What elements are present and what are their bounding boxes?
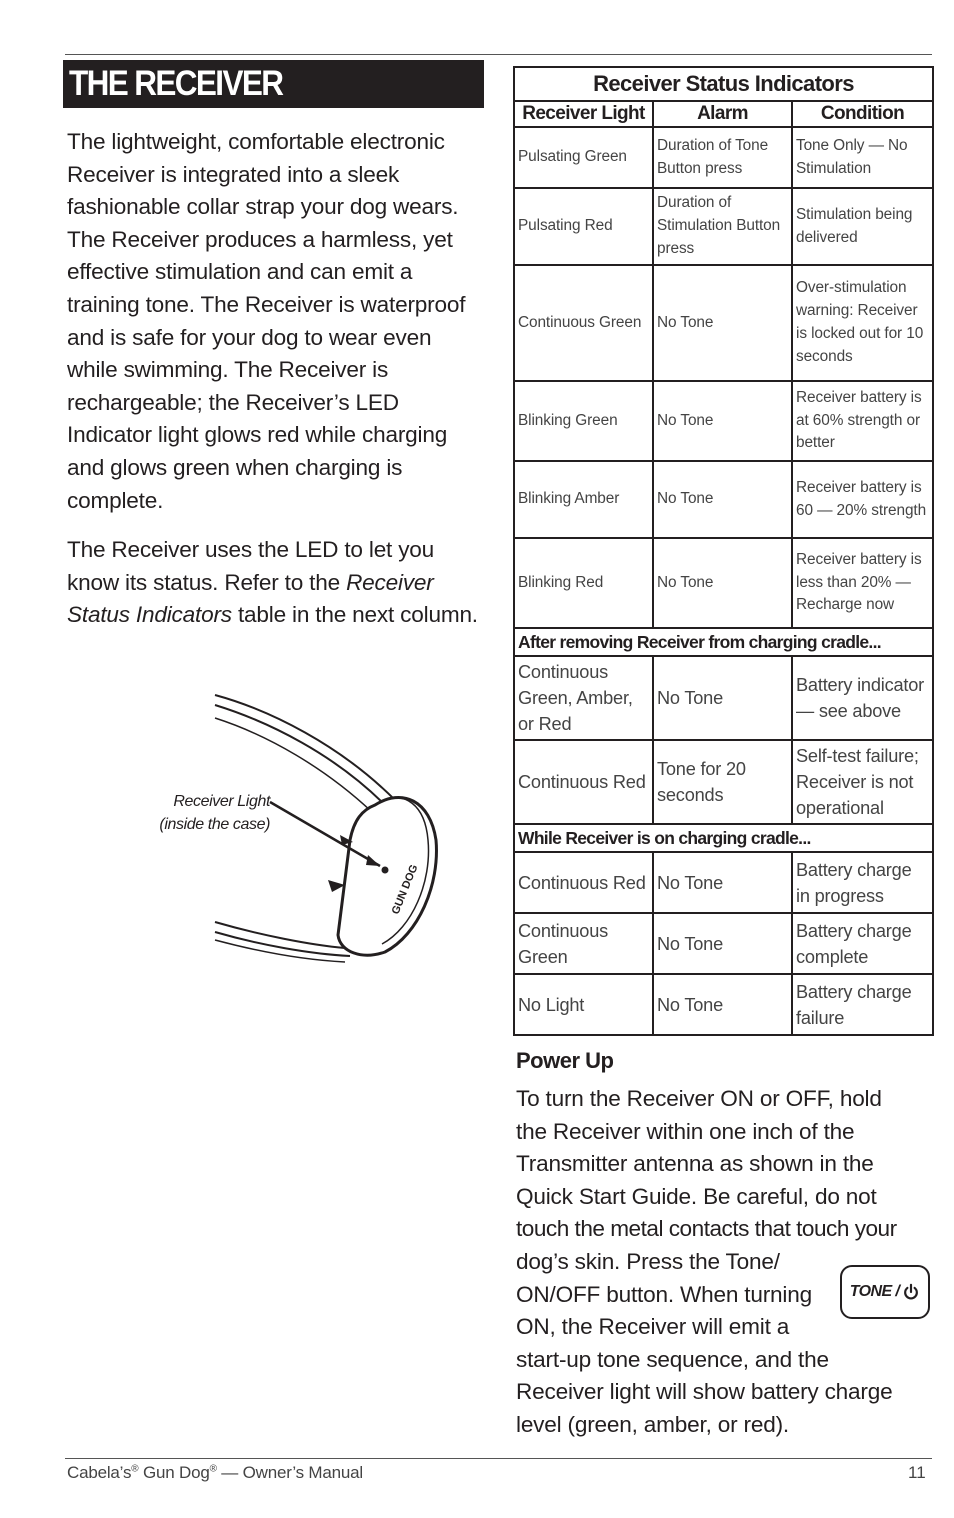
top-rule [65,54,932,55]
cell-condition: Tone Only — No Stimulation [792,127,933,188]
cell-alarm: No Tone [653,852,792,913]
section-title-bar [63,60,484,108]
footer-brand: Cabela’s [67,1463,132,1482]
page-title: THE RECEIVER [69,64,283,103]
cell-light: Blinking Amber [514,461,653,538]
power-up-line: Transmitter antenna as shown in the [516,1151,874,1177]
cell-condition: Battery charge failure [792,974,933,1035]
table-row [514,538,933,628]
header-receiver-light: Receiver Light [514,101,653,127]
cell-alarm: No Tone [653,656,792,740]
cell-condition: Stimulation being delivered [792,188,933,265]
footer-product: Gun Dog [138,1463,210,1482]
footer-reg-mark: ® [209,1463,217,1475]
table-caption: Receiver Status Indicators [514,67,933,101]
table-row [514,852,933,913]
section-on-cradle: While Receiver is on charging cradle... [514,824,933,852]
receiver-light-label [140,790,270,836]
receiver-light-label-line1: Receiver Light [173,793,270,810]
cell-alarm: No Tone [653,538,792,628]
footer-manual-title [67,1463,363,1483]
power-up-line: level (green, amber, or red). [516,1411,789,1437]
power-up-line: To turn the Receiver ON or OFF, hold [516,1086,882,1111]
cell-condition: Battery charge in progress [792,852,933,913]
cell-light: Blinking Green [514,381,653,461]
cell-alarm: Tone for 20 seconds [653,740,792,824]
cell-condition: Receiver battery is 60 — 20% strength [792,461,933,538]
tone-button-label: TONE / [849,1283,900,1300]
status-paragraph-before: The Receiver uses the LED to let you know its status. Refer to the [67,537,435,595]
cell-condition: Battery indicator — see above [792,656,933,740]
cell-alarm: No Tone [653,265,792,381]
bottom-rule [65,1458,932,1459]
power-up-line: Receiver light will show battery charge [516,1379,893,1405]
status-paragraph [67,534,479,632]
table-row [514,188,933,265]
table-row [514,461,933,538]
table-row [514,265,933,381]
cell-condition: Receiver battery is less than 20% — Recharge now [792,538,933,628]
cell-light: Continuous Red [514,740,653,824]
header-condition: Condition [792,101,933,127]
cell-light: Continuous Green [514,265,653,381]
table-row [514,913,933,974]
cell-condition: Battery charge complete [792,913,933,974]
power-up-line: the Receiver within one inch of the [516,1118,855,1144]
power-icon [902,1283,920,1301]
cell-condition: Self-test failure; Receiver is not operational [792,740,933,824]
status-paragraph-after: table in the next column. [231,602,478,628]
cell-light: Continuous Red [514,852,653,913]
cell-condition: Over-stimulation warning: Receiver is locked out for 10 seconds [792,265,933,381]
cell-light: Blinking Red [514,538,653,628]
power-up-line: ON/OFF button. When turning [516,1281,812,1307]
section-after-removing: After removing Receiver from charging cradle... [514,628,933,656]
table-row [514,656,933,740]
receiver-light-label-line2: (inside the case) [159,816,270,833]
cell-alarm: No Tone [653,381,792,461]
footer-reg-mark: ® [131,1463,139,1475]
power-up-heading: Power Up [516,1048,614,1073]
power-up-line: touch the metal contacts that touch your [516,1216,897,1242]
table-row [514,974,933,1035]
footer-suffix: — Owner’s Manual [216,1463,363,1482]
cell-light: Pulsating Green [514,127,653,188]
cell-light: Continuous Green, Amber, or Red [514,656,653,740]
page-number: 11 [908,1463,926,1482]
receiver-status-table [513,66,934,1036]
power-up-line: start-up tone sequence, and the [516,1346,829,1372]
cell-condition: Receiver battery is at 60% strength or better [792,381,933,461]
cell-light: Pulsating Red [514,188,653,265]
svg-text:GUN DOG: GUN DOG [389,862,421,917]
cell-light: Continuous Green [514,913,653,974]
table-row [514,740,933,824]
cell-alarm: No Tone [653,974,792,1035]
power-up-paragraph [516,1083,931,1442]
header-alarm: Alarm [653,101,792,127]
intro-paragraph: The lightweight, comfortable electronic Receiver is integrated into a sleek fashionable collar strap your dog wears. The Receiver produces a harmless, yet effective stimulation and can emit a training tone. The Receiver is waterproof and is safe for your dog to wear even while swimming. The Receiver is rechargeable; the Receiver’s LED Indicator light glows red while charging and glows green when charging is complete. [67,129,466,513]
power-up-line: ON, the Receiver will emit a [516,1314,790,1340]
power-up-line: Quick Start Guide. Be careful, do not [516,1183,877,1209]
cell-alarm: Duration of Tone Button press [653,127,792,188]
tone-power-button-illustration [840,1265,930,1319]
table-row [514,381,933,461]
power-up-line: dog’s skin. Press the Tone/ [516,1248,780,1274]
cell-alarm: No Tone [653,913,792,974]
cell-light: No Light [514,974,653,1035]
table-row [514,127,933,188]
cell-alarm: Duration of Stimulation Button press [653,188,792,265]
cell-alarm: No Tone [653,461,792,538]
status-paragraph-emphasis: Receiver Status Indicators [67,569,434,628]
